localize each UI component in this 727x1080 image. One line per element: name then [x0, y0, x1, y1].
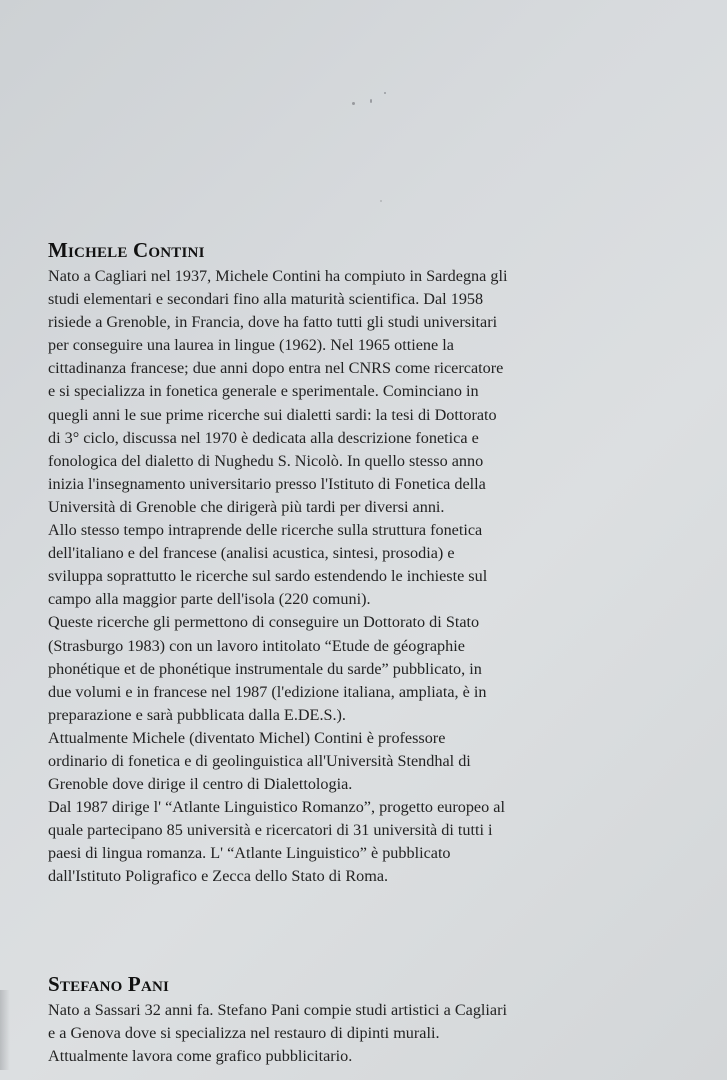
bio-paragraph: Attualmente Michele (diventato Michel) Contini è professore ordinario di fonetica e di geolinguistica all'Università Stendhal di Grenoble dove dirige il centro di Dialettologia. — [48, 728, 471, 794]
paper-speck — [380, 200, 382, 202]
paper-speck — [352, 102, 355, 105]
bio-paragraph: Queste ricerche gli permettono di conseguire un Dottorato di Stato (Strasburgo 1983) con un lavoro intitolato “Etude de géographie phonétique et de phonétique instrumentale du sarde” pubblicato, in due volumi e in francese nel 1987 (l'edizione italiana, ampliata, è in preparazione e sarà pubblicata dalla E.DE.S.). — [48, 613, 487, 724]
paper-speck — [384, 92, 386, 94]
bio-stefano-pani — [48, 972, 508, 1068]
bio-michele-contini — [48, 238, 508, 889]
paper-speck — [370, 99, 372, 103]
bio-paragraph: Nato a Sassari 32 anni fa. Stefano Pani compie studi artistici a Cagliari e a Genova dove si specializza nel restauro di dipinti murali. Attualmente lavora come grafico pubblicitario. — [48, 1001, 507, 1066]
bio-paragraph: Nato a Cagliari nel 1937, Michele Contini ha compiuto in Sardegna gli studi elementari e secondari fino alla maturità scientifica. Dal 1958 risiede a Grenoble, in Francia, dove ha fatto tutti gli studi universitari per conseguire una laurea in lingue (1962). Nel 1965 ottiene la cittadinanza francese; due anni dopo entra nel CNRS come ricercatore e si specializza in fonetica generale e sperimentale. Cominciano in quegli anni le sue prime ricerche sui dialetti sardi: la tesi di Dottorato di 3° ciclo, discussa nel 1970 è dedicata alla descrizione fonetica e fonologica del dialetto di Nughedu S. Nicolò. In quello stesso anno inizia l'insegnamento universitario presso l'Istituto di Fonetica della Università di Grenoble che dirigerà più tardi per diversi anni. — [48, 267, 508, 516]
bio-heading: Stefano Pani — [48, 972, 170, 996]
bio-paragraph: Dal 1987 dirige l' “Atlante Linguistico Romanzo”, progetto europeo al quale partecipano 85 università e ricercatori di 31 università di tutti i paesi di lingua romanza. L' “Atlante Linguistico” è pubblicato dall'Istituto Poligrafico e Zecca dello Stato di Roma. — [48, 798, 505, 886]
bio-paragraph: Allo stesso tempo intraprende delle ricerche sulla struttura fonetica dell'italiano e del francese (analisi acustica, sintesi, prosodia) e sviluppa soprattutto le ricerche sul sardo estendendo le inchieste sul campo alla maggior parte dell'isola (220 comuni). — [48, 521, 488, 609]
bio-heading: Michele Contini — [48, 238, 205, 262]
page-edge-wear — [0, 990, 10, 1070]
